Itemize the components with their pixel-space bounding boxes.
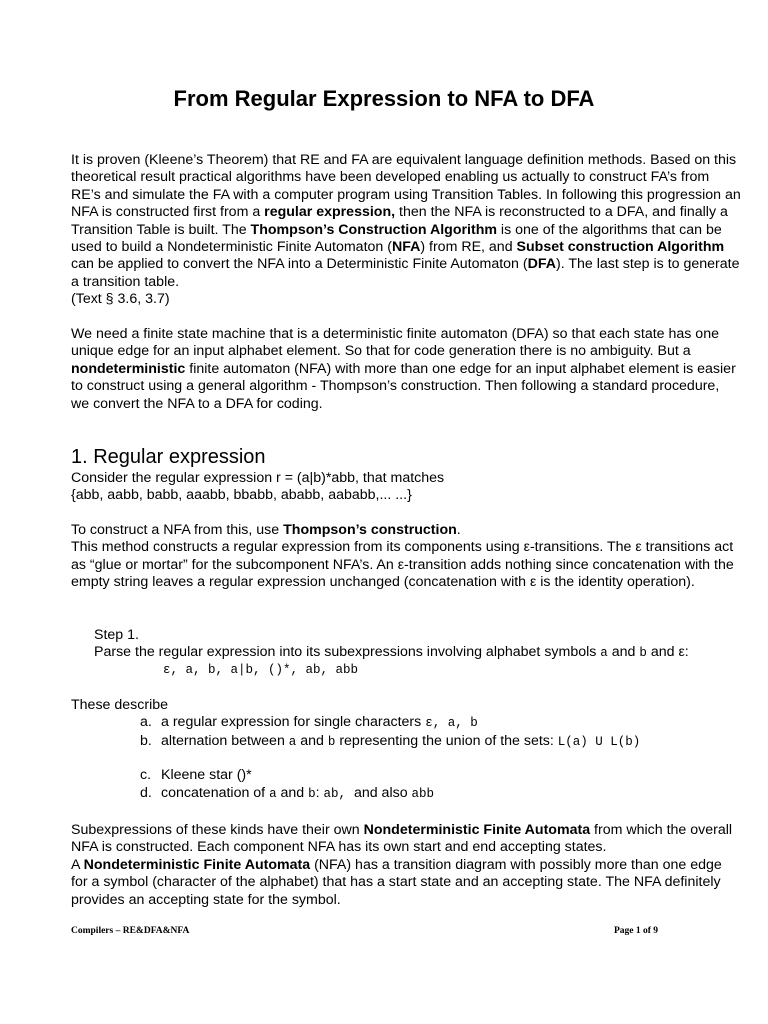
intro-bold-nfa: NFA	[391, 239, 421, 256]
nfa-bold-2: Nondeterministic Finite Automata	[83, 856, 311, 873]
list-item-text: :	[315, 785, 324, 801]
step1-code-b: b	[639, 646, 647, 661]
footer-title: Compilers – RE&DFA&NFA	[71, 926, 190, 936]
dfa-paragraph	[71, 326, 741, 413]
list-item-text: concatenation of	[161, 785, 270, 801]
list-item-b	[0, 733, 768, 751]
list-item-code: L(a) U L(b)	[557, 735, 641, 749]
list-item-a	[0, 714, 768, 732]
intro-bold-thompson: Thompson’s Construction Algorithm	[250, 221, 497, 238]
list-item-code: abb	[411, 787, 435, 801]
list-marker: c.	[140, 767, 152, 783]
intro-text-5: can be applied to convert the NFA into a Deterministic Finite Automaton (	[71, 256, 528, 273]
step1-code-a: a	[600, 646, 608, 661]
nfa-text-3: A	[71, 856, 84, 873]
list-item-code: ε, a, b	[425, 716, 478, 730]
intro-bold-regex: regular expression,	[264, 204, 396, 221]
step1-text-3: and ε:	[646, 644, 689, 661]
intro-text-4: ) from RE, and	[420, 239, 517, 256]
intro-text-reference: (Text § 3.6, 3.7)	[71, 291, 170, 308]
footer-page-number: Page 1 of 9	[614, 926, 659, 936]
list-item-text: representing the union of the sets:	[335, 733, 558, 749]
list-item-text: and also	[346, 785, 412, 801]
step1-label: Step 1.	[94, 627, 139, 643]
dfa-text-2: finite automaton (NFA) with more than one edge for an input alphabet element is easier to construct using a general algorithm - Thompson’s construction. Then following a standard procedure, we convert the NFA to a DFA for coding.	[71, 360, 736, 412]
list-item-d	[0, 785, 768, 803]
nfa-text-2: from which the overall NFA is constructed. Each component NFA has its own start and end accepting states.	[71, 822, 733, 856]
step1-subexpressions: ε, a, b, a|b, ()*, ab, abb	[163, 663, 359, 677]
nfa-bold-1: Nondeterministic Finite Automata	[363, 822, 591, 838]
nfa-paragraph	[71, 822, 741, 909]
dfa-text-1: We need a finite state machine that is a deterministic finite automaton (DFA) so that each state has one unique edge for an input alphabet element. So that for code generation there is no ambiguity. But a	[71, 326, 719, 360]
section-heading: 1. Regular expression	[71, 446, 266, 468]
list-item-code: b	[327, 735, 336, 749]
list-item-text: alternation between	[161, 733, 289, 749]
list-item-code: a	[288, 735, 297, 749]
intro-bold-subset: Subset construction Algorithm	[516, 239, 725, 256]
nfa-text-4: (NFA) has a transition diagram with possibly more than one edge for a symbol (character of the alphabet) that has a start state and an accepting state. The NFA definitely provides an accepting state for the symbol.	[71, 856, 722, 908]
regex-paragraph	[71, 470, 741, 505]
intro-text-6: ). The last step is to generate a transition table.	[71, 256, 740, 290]
intro-bold-dfa: DFA	[527, 256, 556, 273]
construct-text-1: To construct a NFA from this, use	[71, 522, 284, 538]
intro-text-3: is one of the algorithms that can be used to build a Nondeterministic Finite Automaton (	[71, 221, 722, 256]
list-item-code: a	[269, 787, 277, 801]
regex-line-1: Consider the regular expression r = (a|b)*abb, that matches	[71, 470, 445, 486]
list-marker: d.	[140, 785, 152, 801]
construct-paragraph	[71, 522, 741, 592]
list-item-text: Kleene star ()*	[161, 767, 252, 783]
list-marker: b.	[140, 733, 152, 749]
list-item-code: ab,	[323, 787, 347, 801]
construct-text-2: .	[456, 522, 461, 538]
step1-text-2: and	[607, 644, 640, 661]
list-item-c	[0, 767, 768, 785]
list-marker: a.	[140, 714, 152, 730]
step1-block	[94, 627, 744, 663]
intro-text-1: It is proven (Kleene’s Theorem) that RE and FA are equivalent language definition methods. Based on this theoretical result practical algorithms have been developed enabling us actually to construct FA’s from RE’s and simulate the FA with a computer program using Transition Tables. In following this progression an NFA is constructed first from a	[71, 152, 741, 221]
construct-text-3: This method constructs a regular expression from its components using ε-transitions. The ε transitions act as “glue or mortar” for the subcomponent NFA’s. An ε-transition adds nothing since concatenation with the empty string leaves a regular expression unchanged (concatenation with ε is the identity operation).	[71, 539, 734, 591]
intro-text-2: then the NFA is reconstructed to a DFA, and finally a Transition Table is built. The	[71, 204, 728, 238]
list-item-text: and	[276, 785, 309, 801]
dfa-bold-nondeterministic: nondeterministic	[71, 360, 186, 377]
construct-bold-thompson: Thompson’s construction	[283, 522, 457, 538]
step1-text-1: Parse the regular expression into its subexpressions involving alphabet symbols	[94, 644, 601, 661]
page-title: From Regular Expression to NFA to DFA	[173, 86, 595, 111]
list-item-text: a regular expression for single characters	[161, 714, 426, 730]
regex-line-2: {abb, aabb, babb, aaabb, bbabb, ababb, aababb,... ...}	[71, 487, 412, 504]
list-item-code: b	[308, 787, 316, 801]
intro-paragraph	[71, 152, 741, 309]
nfa-text-1: Subexpressions of these kinds have their own	[71, 822, 364, 838]
describe-intro: These describe	[71, 697, 168, 713]
list-item-text: and	[296, 733, 328, 749]
